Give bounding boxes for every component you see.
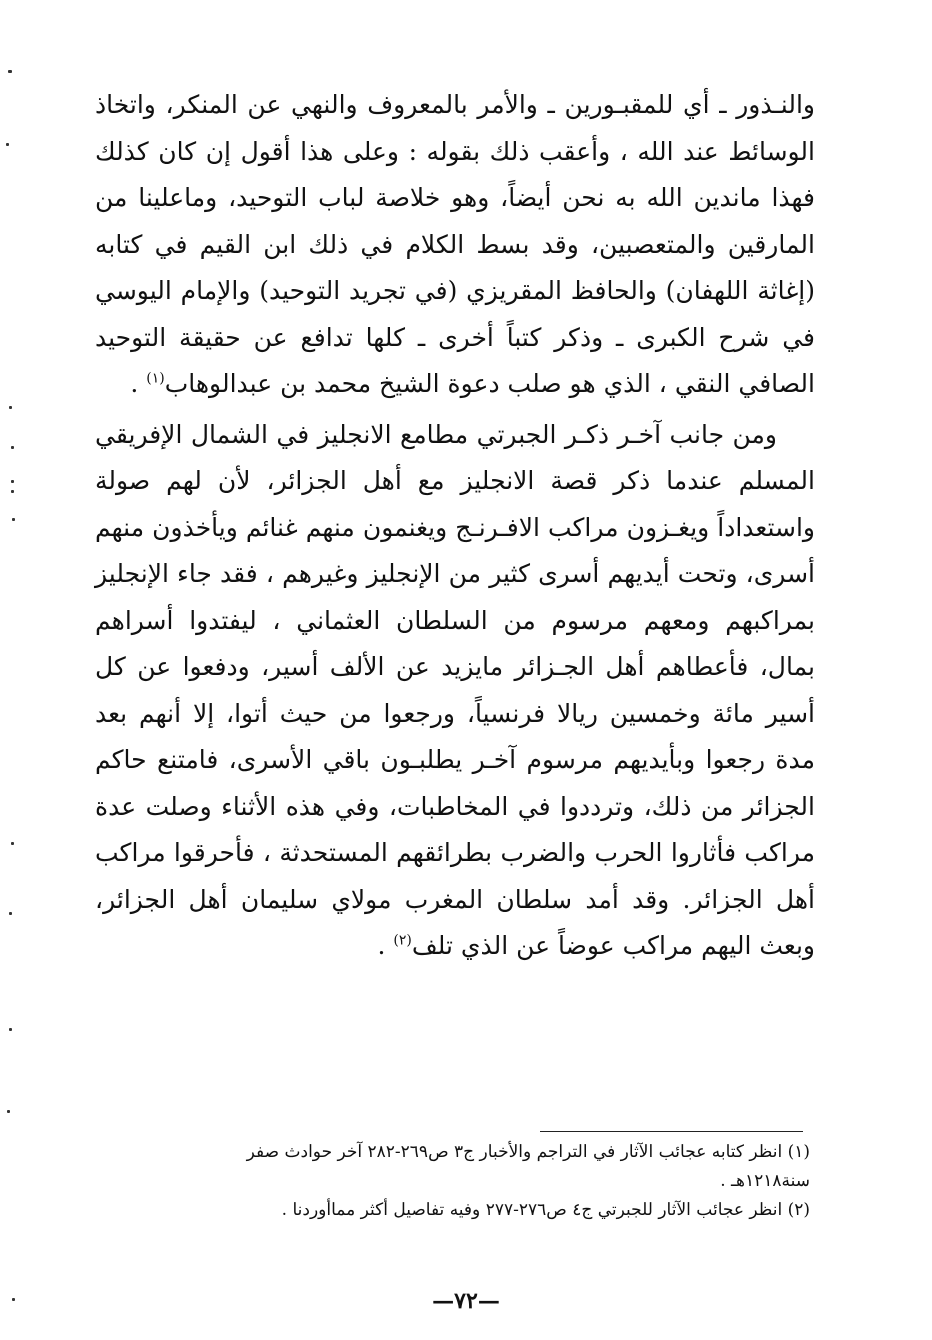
footnote-1-line-1: (١) انظر كتابه عجائب الآثار في التراجم والأخبار ج٣ ص٢٦٩-٢٨٢ آخر حوادث صفر (246, 1142, 810, 1162)
footnote-2 (80, 1196, 810, 1225)
scan-speck (9, 1028, 12, 1031)
footnote-1 (80, 1138, 810, 1196)
scan-speck (11, 446, 14, 449)
scan-speck (7, 1110, 10, 1113)
scan-speck (12, 518, 15, 521)
scan-speck (9, 912, 12, 915)
scan-speck (8, 70, 12, 73)
page-number: —٧٢— (432, 1288, 500, 1314)
scan-speck (6, 143, 9, 146)
footnote-2-text: (٢) انظر عجائب الآثار للجبرتي ج٤ ص٢٧٦-٢٧٧ وفيه تفاصيل أكثر مماأوردنا . (281, 1200, 810, 1220)
scan-speck (12, 1298, 15, 1301)
paragraph-2-end: . (377, 931, 394, 960)
scan-speck (11, 490, 14, 493)
scan-speck (11, 842, 14, 845)
footnote-divider (540, 1131, 803, 1132)
paragraph-2 (95, 412, 815, 970)
main-text (95, 82, 815, 970)
footnote-ref-2: (٢) (393, 932, 412, 949)
footnote-1-line-2: سنة١٢١٨هـ . (720, 1171, 810, 1191)
scan-speck (9, 406, 12, 409)
scan-speck (11, 480, 14, 483)
paragraph-1 (95, 82, 815, 408)
paragraph-2-text: ومن جانب آخـر ذكـر الجبرتي مطامع الانجليز في الشمال الإفريقي المسلم عندما ذكر قصة الانجليز مع أهل الجزائر، لأن لهم صولة واستعداداً ويغـزون مراكب الافـرنـج ويغنمون منهم غنائم ويأخذون منهم أسرى، وتحت أيديهم أسرى كثير من الإنجليز وغيرهم ، فقد جاء الإنجليز بمراكبهم ومعهم مرسوم من السلطان العثماني ، ليفتدوا أسراهم بمال، فأعطاهم أهل الجـزائر مايزيد عن الألف أسير، ودفعوا عن كل أسير مائة وخمسين ريالا فرنسياً، ورجعوا من حيث أتوا، إلا أنهم بعد مدة رجعوا وبأيديهم مرسوم آخـر يطلبـون باقي الأسرى، فامتنع حاكم الجزائر من ذلك، وترددوا في المخاطبات، وفي هذه الأثناء وصلت عدة مراكب فأثاروا الحرب والضرب بطرائقهم المستحدثة ، فأحرقوا مراكب أهل الجزائر. وقد أمد سلطان المغرب مولاي سليمان أهل الجزائر، وبعث اليهم مراكب عوضاً عن الذي تلف (95, 419, 815, 960)
footnotes (80, 1138, 810, 1225)
paragraph-1-text: والنـذور ـ أي للمقبـورين ـ والأمر بالمعروف والنهي عن المنكر، واتخاذ الوسائط عند الله ، وأعقب ذلك بقوله : وعلى هذا أقول إن كان كذلك فهذا ماندين الله به نحن أيضاً، وهو خلاصة لباب التوحيد، وماعلينا من المارقين والمتعصبين، وقد بسط الكلام في ذلك ابن القيم في كتابه (إغاثة اللهفان) والحافظ المقريزي (في تجريد التوحيد) والإمام اليوسي في شرح الكبرى ـ وذكر كتباً أخرى ـ كلها تدافع عن حقيقة التوحيد الصافي النقي ، الذي هو صلب دعوة الشيخ محمد بن عبدالوهاب (95, 90, 815, 398)
footnote-ref-1: (١) (146, 370, 165, 387)
paragraph-1-end: . (130, 369, 147, 398)
